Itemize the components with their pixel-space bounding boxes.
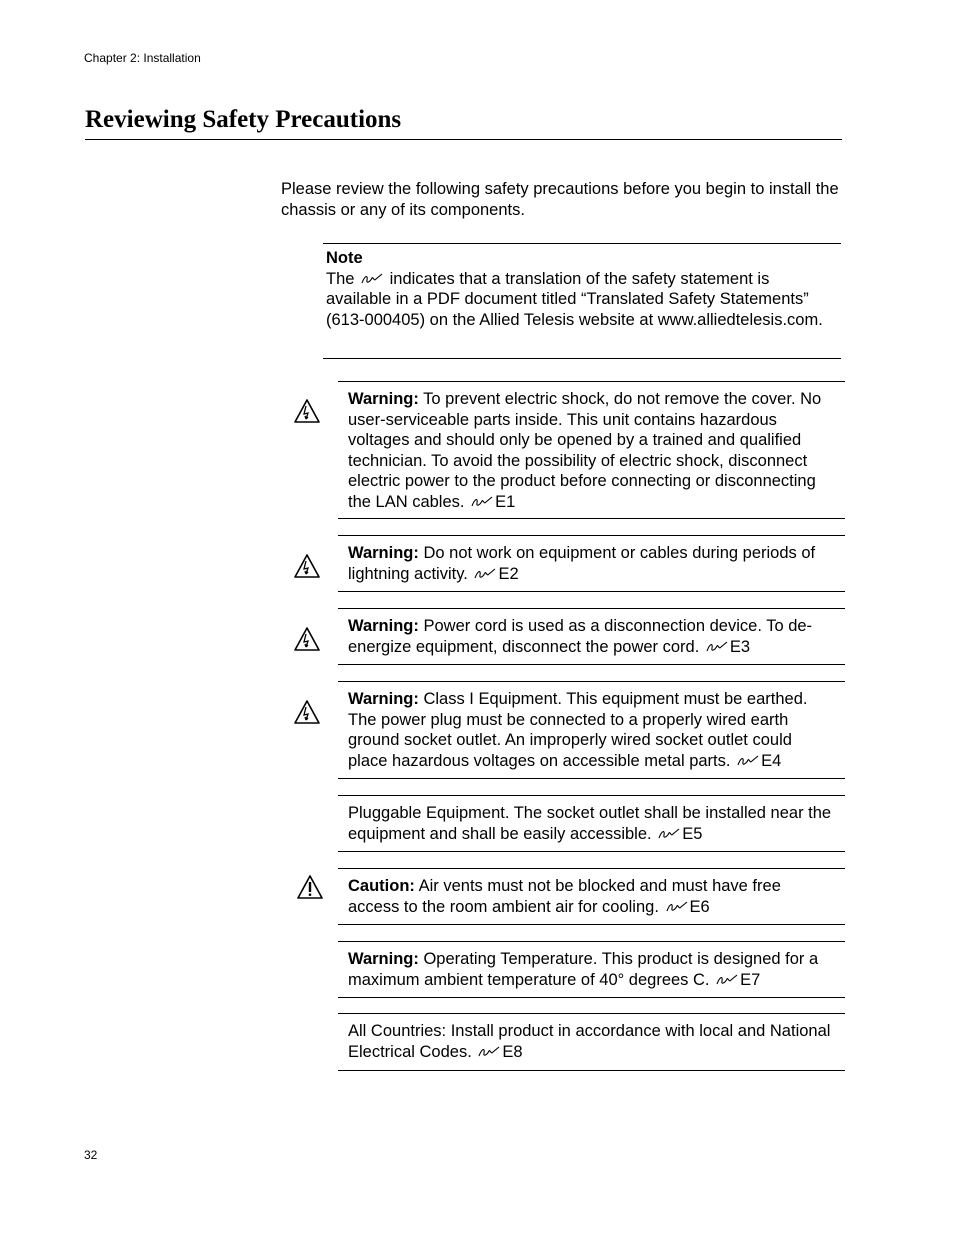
safety-statement-e7	[338, 941, 845, 998]
electrical-hazard-icon	[293, 398, 321, 424]
note-text-after: indicates that a translation of the safety statement is available in a PDF document titled “Translated Safety Statements” (613-000405) on the Allied Telesis website at www.alliedtelesis.com.	[326, 269, 823, 329]
statement-text: Class I Equipment. This equipment must be earthed. The power plug must be connected to a properly wired earth ground socket outlet. An improperly wired socket outlet could place hazardous voltages on accessible metal parts.	[348, 690, 808, 770]
statement-code: E8	[502, 1042, 523, 1061]
note-text-before: The	[326, 269, 355, 288]
translation-pen-icon	[474, 568, 496, 580]
translation-pen-icon	[658, 828, 680, 840]
statement-text: Power cord is used as a disconnection device. To de-energize equipment, disconnect the power cord.	[348, 617, 813, 656]
statement-lead: Warning:	[348, 617, 419, 635]
title-rule	[85, 139, 842, 140]
note-heading: Note	[326, 249, 363, 267]
electrical-hazard-icon	[293, 699, 321, 725]
translation-pen-icon	[737, 755, 759, 767]
safety-statement-e1	[338, 381, 845, 519]
note-box	[323, 243, 841, 359]
safety-statement-e6	[338, 868, 845, 925]
statement-text: Do not work on equipment or cables during periods of lightning activity.	[348, 544, 816, 583]
safety-statement-e8	[338, 1013, 845, 1071]
translation-pen-icon	[706, 641, 728, 653]
statement-lead: Warning:	[348, 390, 419, 408]
statement-lead: Caution:	[348, 877, 415, 895]
statement-text: Pluggable Equipment. The socket outlet shall be installed near the equipment and shall be easily accessible.	[348, 804, 832, 843]
running-head: Chapter 2: Installation	[84, 51, 201, 65]
safety-statement-e2	[338, 535, 845, 592]
statement-code: E5	[682, 824, 703, 843]
translation-pen-icon	[716, 974, 738, 986]
statement-code: E3	[729, 637, 751, 656]
intro-paragraph: Please review the following safety precautions before you begin to install the chassis or any of its components.	[281, 180, 839, 219]
translation-pen-icon	[471, 496, 493, 508]
electrical-hazard-icon	[293, 553, 321, 579]
statement-code: E6	[689, 897, 710, 916]
safety-statement-e5	[338, 795, 845, 852]
translation-pen-icon	[666, 901, 688, 913]
safety-statement-e3	[338, 608, 845, 665]
translation-pen-icon	[361, 273, 383, 285]
statement-text: Air vents must not be blocked and must have free access to the room ambient air for cooling.	[348, 877, 781, 916]
statement-text: To prevent electric shock, do not remove the cover. No user-serviceable parts inside. This unit contains hazardous voltages and should only be opened by a trained and qualified technician. To avoid the possibility of electric shock, disconnect electric power to the product before connecting or disconnecting the LAN cables.	[348, 390, 822, 511]
statement-lead: Warning:	[348, 690, 419, 708]
caution-icon	[296, 874, 324, 900]
translation-pen-icon	[478, 1046, 500, 1058]
statement-text: All Countries: Install product in accordance with local and National Electrical Codes.	[348, 1022, 831, 1061]
statement-lead: Warning:	[348, 950, 419, 968]
statement-code: E7	[740, 970, 761, 989]
statement-code: E4	[761, 751, 782, 770]
safety-statement-e4	[338, 681, 845, 779]
statement-code: E1	[495, 492, 516, 511]
page-number: 32	[84, 1148, 98, 1162]
statement-lead: Warning:	[348, 544, 419, 562]
statement-text: Operating Temperature. This product is designed for a maximum ambient temperature of 40° degrees C.	[348, 950, 819, 989]
electrical-hazard-icon	[293, 626, 321, 652]
statement-code: E2	[498, 564, 519, 583]
section-title: Reviewing Safety Precautions	[85, 106, 402, 133]
